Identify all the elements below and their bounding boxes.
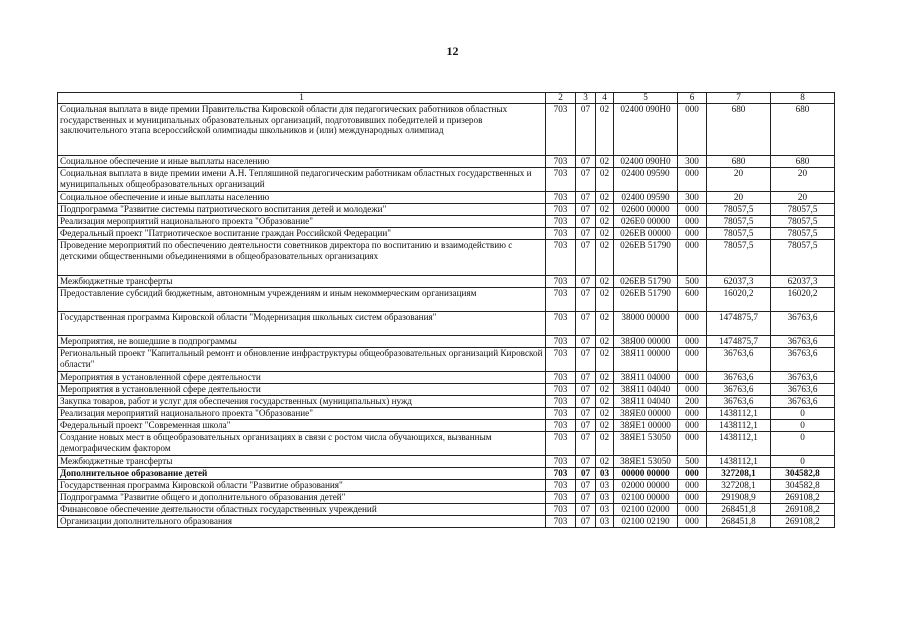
row-col-4: 02: [596, 312, 614, 336]
row-col-3: 07: [576, 240, 596, 276]
row-col-5: 026Е0 00000: [614, 216, 678, 228]
row-description: Реализация мероприятий национального проекта "Образование": [58, 408, 546, 420]
row-col-6: 000: [678, 104, 707, 156]
row-col-4: 02: [596, 156, 614, 168]
row-col-6: 000: [678, 348, 707, 372]
row-col-2: 703: [546, 104, 576, 156]
column-header: 7: [707, 93, 771, 104]
row-col-7: 1438112,1: [707, 408, 771, 420]
row-description: Мероприятия в установленной сфере деятельности: [58, 372, 546, 384]
table-row: [58, 276, 835, 288]
row-col-6: 000: [678, 168, 707, 192]
row-col-8: 78057,5: [771, 240, 835, 276]
column-header: 2: [546, 93, 576, 104]
row-col-2: 703: [546, 336, 576, 348]
row-description: Региональный проект "Капитальный ремонт и обновление инфраструктуры общеобразовательных организаций Кировской области": [58, 348, 546, 372]
row-col-7: 36763,6: [707, 396, 771, 408]
row-col-3: 07: [576, 456, 596, 468]
row-col-3: 07: [576, 396, 596, 408]
row-col-5: 38ЯЕ1 00000: [614, 420, 678, 432]
column-header: 3: [576, 93, 596, 104]
row-description: Межбюджетные трансферты: [58, 456, 546, 468]
row-col-8: 78057,5: [771, 228, 835, 240]
row-col-5: 38ЯЕ0 00000: [614, 408, 678, 420]
row-col-5: 38Я11 00000: [614, 348, 678, 372]
row-col-3: 07: [576, 312, 596, 336]
row-col-6: 500: [678, 276, 707, 288]
table-row: [58, 228, 835, 240]
row-col-4: 02: [596, 204, 614, 216]
row-col-5: 38ЯЕ1 53050: [614, 456, 678, 468]
row-col-8: 36763,6: [771, 348, 835, 372]
row-col-3: 07: [576, 384, 596, 396]
row-col-8: 680: [771, 156, 835, 168]
row-description: Социальная выплата в виде премии Правительства Кировской области для педагогических работников областных государственных и муниципальных образовательных организаций, подготовивших победителей и призеров заключительного этапа всероссийской олимпиады школьников и (или) международных олимпиад: [58, 104, 546, 156]
row-col-6: 000: [678, 240, 707, 276]
row-col-6: 000: [678, 516, 707, 528]
row-col-5: 38Я00 00000: [614, 336, 678, 348]
row-col-3: 07: [576, 228, 596, 240]
row-col-5: 38Я11 04040: [614, 396, 678, 408]
row-col-3: 07: [576, 504, 596, 516]
budget-table: [57, 92, 835, 528]
table-row: [58, 192, 835, 204]
row-col-8: 20: [771, 168, 835, 192]
row-col-5: 02000 00000: [614, 480, 678, 492]
row-col-2: 703: [546, 432, 576, 456]
row-col-7: 327208,1: [707, 480, 771, 492]
row-col-4: 03: [596, 504, 614, 516]
row-description: Финансовое обеспечение деятельности областных государственных учреждений: [58, 504, 546, 516]
row-col-2: 703: [546, 288, 576, 312]
row-description: Социальная выплата в виде премии имени А.Н. Тепляшиной педагогическим работникам областных государственных и муниципальных общеобразовательных организаций: [58, 168, 546, 192]
row-description: Подпрограмма "Развитие общего и дополнительного образования детей": [58, 492, 546, 504]
table-row: [58, 240, 835, 276]
row-col-8: 20: [771, 192, 835, 204]
column-header: 5: [614, 93, 678, 104]
table-row: [58, 168, 835, 192]
row-col-3: 07: [576, 168, 596, 192]
row-col-2: 703: [546, 276, 576, 288]
row-col-3: 07: [576, 104, 596, 156]
row-col-6: 000: [678, 420, 707, 432]
row-col-4: 02: [596, 240, 614, 276]
row-description: Социальное обеспечение и иные выплаты населению: [58, 192, 546, 204]
row-description: Предоставление субсидий бюджетным, автономным учреждениям и иным некоммерческим организациям: [58, 288, 546, 312]
row-col-2: 703: [546, 504, 576, 516]
row-col-2: 703: [546, 168, 576, 192]
row-col-7: 36763,6: [707, 372, 771, 384]
row-col-2: 703: [546, 228, 576, 240]
row-col-8: 36763,6: [771, 384, 835, 396]
table-row: [58, 204, 835, 216]
row-col-5: 38ЯЕ1 53050: [614, 432, 678, 456]
row-col-4: 03: [596, 468, 614, 480]
row-col-5: 38Я11 04000: [614, 372, 678, 384]
row-col-2: 703: [546, 384, 576, 396]
row-col-4: 02: [596, 104, 614, 156]
table-row: [58, 396, 835, 408]
row-col-3: 07: [576, 336, 596, 348]
row-col-6: 000: [678, 204, 707, 216]
row-col-5: 026ЕВ 51790: [614, 288, 678, 312]
row-col-6: 000: [678, 216, 707, 228]
row-col-7: 680: [707, 156, 771, 168]
row-col-2: 703: [546, 492, 576, 504]
table-row: [58, 288, 835, 312]
row-col-4: 02: [596, 456, 614, 468]
row-col-3: 07: [576, 276, 596, 288]
row-col-6: 000: [678, 336, 707, 348]
row-col-6: 000: [678, 468, 707, 480]
row-col-8: 16020,2: [771, 288, 835, 312]
row-col-4: 02: [596, 348, 614, 372]
row-col-2: 703: [546, 156, 576, 168]
row-col-6: 600: [678, 288, 707, 312]
row-col-5: 02100 02190: [614, 516, 678, 528]
column-header: 4: [596, 93, 614, 104]
row-col-2: 703: [546, 480, 576, 492]
row-description: Подпрограмма "Развитие системы патриотического воспитания детей и молодежи": [58, 204, 546, 216]
row-col-3: 07: [576, 432, 596, 456]
row-col-5: 02400 090Н0: [614, 104, 678, 156]
row-col-5: 38000 00000: [614, 312, 678, 336]
row-col-4: 02: [596, 384, 614, 396]
table-row: [58, 156, 835, 168]
row-col-2: 703: [546, 408, 576, 420]
row-col-6: 000: [678, 492, 707, 504]
row-col-6: 300: [678, 156, 707, 168]
table-row: [58, 372, 835, 384]
row-col-4: 02: [596, 168, 614, 192]
row-col-4: 02: [596, 288, 614, 312]
row-col-5: 02100 02000: [614, 504, 678, 516]
table-row: [58, 456, 835, 468]
row-col-4: 02: [596, 228, 614, 240]
row-description: Федеральный проект "Патриотическое воспитание граждан Российской Федерации": [58, 228, 546, 240]
row-description: Закупка товаров, работ и услуг для обеспечения государственных (муниципальных) нужд: [58, 396, 546, 408]
row-col-4: 02: [596, 408, 614, 420]
row-description: Государственная программа Кировской области "Развитие образования": [58, 480, 546, 492]
row-col-8: 62037,3: [771, 276, 835, 288]
row-col-5: 026ЕВ 51790: [614, 276, 678, 288]
row-col-3: 07: [576, 348, 596, 372]
row-col-2: 703: [546, 240, 576, 276]
row-col-5: 026ЕВ 51790: [614, 240, 678, 276]
row-col-4: 02: [596, 336, 614, 348]
table-row: [58, 408, 835, 420]
row-col-6: 200: [678, 396, 707, 408]
row-col-7: 36763,6: [707, 348, 771, 372]
row-col-7: 1438112,1: [707, 432, 771, 456]
row-col-8: 36763,6: [771, 336, 835, 348]
row-col-5: 026ЕВ 00000: [614, 228, 678, 240]
row-col-5: 00000 00000: [614, 468, 678, 480]
row-col-5: 38Я11 04040: [614, 384, 678, 396]
row-col-8: 269108,2: [771, 492, 835, 504]
table-row: [58, 492, 835, 504]
row-col-8: 680: [771, 104, 835, 156]
row-col-4: 02: [596, 216, 614, 228]
row-col-8: 304582,8: [771, 480, 835, 492]
row-col-2: 703: [546, 372, 576, 384]
row-col-3: 07: [576, 516, 596, 528]
row-description: Мероприятия в установленной сфере деятельности: [58, 384, 546, 396]
row-col-4: 02: [596, 396, 614, 408]
row-description: Межбюджетные трансферты: [58, 276, 546, 288]
row-col-5: 02400 09590: [614, 168, 678, 192]
row-col-2: 703: [546, 216, 576, 228]
row-col-3: 07: [576, 204, 596, 216]
row-col-2: 703: [546, 396, 576, 408]
row-col-4: 02: [596, 420, 614, 432]
table-row: [58, 348, 835, 372]
row-col-7: 327208,1: [707, 468, 771, 480]
row-col-3: 07: [576, 372, 596, 384]
row-col-6: 000: [678, 504, 707, 516]
table-row: [58, 480, 835, 492]
row-col-7: 20: [707, 168, 771, 192]
row-col-7: 78057,5: [707, 204, 771, 216]
row-col-3: 07: [576, 216, 596, 228]
row-col-5: 02600 00000: [614, 204, 678, 216]
row-col-7: 1474875,7: [707, 312, 771, 336]
row-col-7: 78057,5: [707, 216, 771, 228]
row-description: Создание новых мест в общеобразовательных организациях в связи с ростом числа обучающихся, вызванным демографическим фактором: [58, 432, 546, 456]
row-description: Дополнительное образование детей: [58, 468, 546, 480]
row-col-2: 703: [546, 204, 576, 216]
table-row: [58, 516, 835, 528]
row-description: Реализация мероприятий национального проекта "Образование": [58, 216, 546, 228]
row-description: Федеральный проект "Современная школа": [58, 420, 546, 432]
table-row: [58, 104, 835, 156]
row-col-2: 703: [546, 420, 576, 432]
row-description: Государственная программа Кировской области "Модернизация школьных систем образования": [58, 312, 546, 336]
row-col-2: 703: [546, 468, 576, 480]
table-row: [58, 216, 835, 228]
row-col-7: 36763,6: [707, 384, 771, 396]
row-col-3: 07: [576, 288, 596, 312]
row-col-5: 02100 00000: [614, 492, 678, 504]
row-col-8: 0: [771, 432, 835, 456]
row-description: Проведение мероприятий по обеспечению деятельности советников директора по воспитанию и взаимодействию с детскими общественными объединениями в общеобразовательных организациях: [58, 240, 546, 276]
row-col-8: 269108,2: [771, 516, 835, 528]
row-col-2: 703: [546, 516, 576, 528]
row-col-7: 16020,2: [707, 288, 771, 312]
row-col-6: 000: [678, 408, 707, 420]
column-header: 6: [678, 93, 707, 104]
column-header: 8: [771, 93, 835, 104]
row-col-4: 02: [596, 276, 614, 288]
table-body: [58, 104, 835, 528]
page-number: 12: [446, 44, 459, 58]
row-col-7: 62037,3: [707, 276, 771, 288]
row-col-3: 07: [576, 408, 596, 420]
table-row: [58, 432, 835, 456]
table-row: [58, 468, 835, 480]
row-col-6: 500: [678, 456, 707, 468]
row-col-6: 000: [678, 372, 707, 384]
row-col-8: 36763,6: [771, 372, 835, 384]
row-col-7: 268451,8: [707, 504, 771, 516]
row-col-3: 07: [576, 480, 596, 492]
row-col-6: 000: [678, 480, 707, 492]
row-col-7: 20: [707, 192, 771, 204]
row-col-3: 07: [576, 156, 596, 168]
row-col-8: 0: [771, 456, 835, 468]
table-row: [58, 336, 835, 348]
row-col-6: 000: [678, 228, 707, 240]
row-col-8: 304582,8: [771, 468, 835, 480]
row-col-7: 78057,5: [707, 240, 771, 276]
table-row: [58, 504, 835, 516]
row-col-8: 36763,6: [771, 312, 835, 336]
row-col-2: 703: [546, 348, 576, 372]
row-col-3: 07: [576, 192, 596, 204]
row-description: Организации дополнительного образования: [58, 516, 546, 528]
row-col-8: 269108,2: [771, 504, 835, 516]
row-col-3: 07: [576, 492, 596, 504]
row-col-7: 268451,8: [707, 516, 771, 528]
row-col-4: 03: [596, 492, 614, 504]
table-row: [58, 420, 835, 432]
row-col-8: 36763,6: [771, 396, 835, 408]
row-col-3: 07: [576, 420, 596, 432]
row-col-6: 300: [678, 192, 707, 204]
row-col-7: 680: [707, 104, 771, 156]
row-col-7: 78057,5: [707, 228, 771, 240]
row-description: Мероприятия, не вошедшие в подпрограммы: [58, 336, 546, 348]
row-col-5: 02400 09590: [614, 192, 678, 204]
row-col-8: 0: [771, 420, 835, 432]
row-col-8: 78057,5: [771, 204, 835, 216]
row-col-4: 03: [596, 516, 614, 528]
row-col-7: 1438112,1: [707, 420, 771, 432]
table-row: [58, 312, 835, 336]
row-col-4: 02: [596, 372, 614, 384]
column-header: 1: [58, 93, 546, 104]
row-col-3: 07: [576, 468, 596, 480]
row-col-7: 291908,9: [707, 492, 771, 504]
row-col-5: 02400 090Н0: [614, 156, 678, 168]
table-row: [58, 384, 835, 396]
header-row: [58, 93, 835, 104]
row-col-4: 02: [596, 432, 614, 456]
row-col-4: 03: [596, 480, 614, 492]
row-col-6: 000: [678, 312, 707, 336]
row-col-7: 1438112,1: [707, 456, 771, 468]
row-col-2: 703: [546, 312, 576, 336]
row-col-8: 0: [771, 408, 835, 420]
row-description: Социальное обеспечение и иные выплаты населению: [58, 156, 546, 168]
row-col-2: 703: [546, 456, 576, 468]
row-col-6: 000: [678, 432, 707, 456]
row-col-8: 78057,5: [771, 216, 835, 228]
row-col-4: 02: [596, 192, 614, 204]
row-col-6: 000: [678, 384, 707, 396]
row-col-7: 1474875,7: [707, 336, 771, 348]
row-col-2: 703: [546, 192, 576, 204]
